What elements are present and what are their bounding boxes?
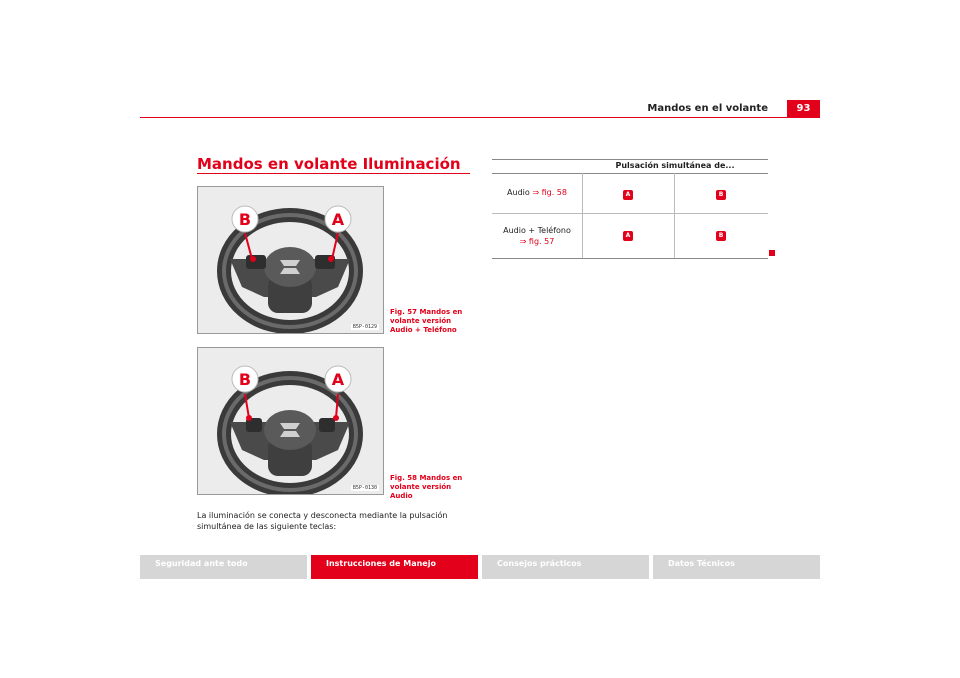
row-label: Audio + Teléfono <box>503 226 571 235</box>
steering-wheel-illustration <box>198 348 383 494</box>
figure-link[interactable]: ⇒ fig. 57 <box>519 237 555 246</box>
label-b: B <box>238 370 252 389</box>
footer-tab-datos[interactable] <box>653 555 820 579</box>
figure-link[interactable]: ⇒ fig. 58 <box>532 188 567 197</box>
label-b: B <box>238 210 252 229</box>
label-a: A <box>331 370 345 389</box>
footer-tab-seguridad[interactable] <box>140 555 307 579</box>
figure-57-steering-wheel <box>197 186 384 334</box>
section-title: Mandos en volante Iluminación <box>197 155 461 173</box>
footer-tab-consejos[interactable] <box>482 555 649 579</box>
end-of-section-marker <box>769 250 775 256</box>
table-header: Pulsación simultánea de... <box>615 161 735 170</box>
figure-58-steering-wheel <box>197 347 384 495</box>
page-header-title: Mandos en el volante <box>647 103 768 114</box>
row-label: Audio <box>507 188 530 197</box>
footer-tab-label: Datos Técnicos <box>668 559 735 568</box>
key-b-badge: B <box>716 231 726 241</box>
figure-58-caption: Fig. 58 Mandos en volante versión Audio <box>390 474 463 500</box>
simultaneous-press-table <box>492 159 768 259</box>
section-rule <box>197 173 470 174</box>
key-b-badge: B <box>716 190 726 200</box>
body-paragraph: La iluminación se conecta y desconecta mediante la pulsación simultánea de las siguiente teclas: <box>197 511 448 531</box>
page-number: 93 <box>787 100 820 117</box>
footer-tab-label: Consejos prácticos <box>497 559 582 568</box>
header-rule <box>140 117 820 118</box>
figure-57-caption: Fig. 57 Mandos en volante versión Audio + Teléfono <box>390 308 463 334</box>
footer-tab-instrucciones[interactable] <box>311 555 478 579</box>
figure-code: B5P-0129 <box>352 324 377 330</box>
footer-tab-label: Seguridad ante todo <box>155 559 248 568</box>
label-a: A <box>331 210 345 229</box>
key-a-badge: A <box>623 231 633 241</box>
figure-code: B5P-0130 <box>352 485 377 491</box>
key-a-badge: A <box>623 190 633 200</box>
table-row <box>492 187 582 198</box>
table-row <box>492 225 582 247</box>
steering-wheel-illustration <box>198 187 383 333</box>
footer-tab-label: Instrucciones de Manejo <box>326 559 436 568</box>
